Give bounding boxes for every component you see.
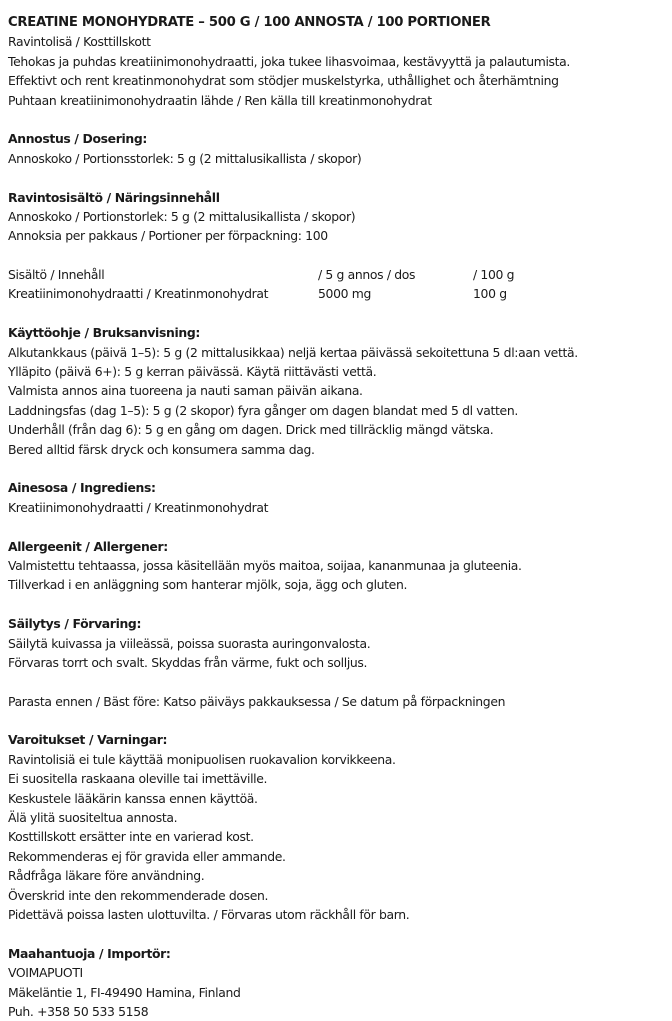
usage-line: Laddningsfas (dag 1–5): 5 g (2 skopor) fyra gånger om dagen blandat med 5 dl vatten.	[8, 402, 518, 418]
intro-line: Tehokas ja puhdas kreatiinimonohydraatti, joka tukee lihasvoimaa, kestävyyttä ja palautumista.	[8, 53, 570, 69]
storage-line: Förvaras torrt och svalt. Skyddas från värme, fukt och solljus.	[8, 654, 368, 670]
warnings-heading: Varoitukset / Varningar:	[8, 732, 168, 748]
warning-line: Keskustele lääkärin kanssa ennen käyttöä.	[8, 790, 258, 806]
usage-line: Valmista annos aina tuoreena ja nauti saman päivän aikana.	[8, 383, 363, 399]
nutrition-table-row	[8, 284, 660, 303]
table-header-cell: Sisältö / Innehåll	[8, 267, 105, 283]
nutrition-line: Annoskoko / Portionstorlek: 5 g (2 mittalusikallista / skopor)	[8, 208, 356, 224]
ingredients-heading: Ainesosa / Ingrediens:	[8, 480, 156, 496]
allergens-heading: Allergeenit / Allergener:	[8, 538, 168, 554]
usage-line: Alkutankkaus (päivä 1–5): 5 g (2 mittalusikkaa) neljä kertaa päivässä sekoitettuna 5 dl:aan vettä.	[8, 344, 578, 360]
usage-line: Ylläpito (päivä 6+): 5 g kerran päivässä. Käytä riittävästi vettä.	[8, 364, 377, 380]
table-header-cell: / 100 g	[473, 267, 515, 283]
dosage-line: Annoskoko / Portionsstorlek: 5 g (2 mittalusikallista / skopor)	[8, 150, 362, 166]
nutrition-table-header	[8, 265, 660, 284]
ingredients-line: Kreatiinimonohydraatti / Kreatinmonohydrat	[8, 499, 269, 515]
spacer	[8, 595, 660, 614]
spacer	[8, 110, 660, 129]
warning-line: Överskrid inte den rekommenderade dosen.	[8, 887, 269, 903]
usage-line: Bered alltid färsk dryck och konsumera samma dag.	[8, 441, 315, 457]
nutrition-line: Annoksia per pakkaus / Portioner per förpackning: 100	[8, 228, 328, 244]
nutrition-heading: Ravintosisältö / Näringsinnehåll	[8, 189, 220, 205]
storage-heading: Säilytys / Förvaring:	[8, 616, 142, 632]
allergens-line: Valmistettu tehtaassa, jossa käsitellään myös maitoa, soijaa, kananmunaa ja gluteenia.	[8, 557, 522, 573]
spacer	[8, 672, 660, 691]
usage-line: Underhåll (från dag 6): 5 g en gång om dagen. Drick med tillräcklig mängd vätska.	[8, 422, 494, 438]
spacer	[8, 711, 660, 730]
warning-line: Kosttillskott ersätter inte en varierad kost.	[8, 829, 254, 845]
spacer	[8, 168, 660, 187]
warning-line: Rådfråga läkare före användning.	[8, 868, 205, 884]
dosage-heading: Annostus / Dosering:	[8, 131, 147, 147]
storage-line: Säilytä kuivassa ja viileässä, poissa suorasta auringonvalosta.	[8, 635, 371, 651]
best-before-line: Parasta ennen / Bäst före: Katso päiväys pakkauksessa / Se datum på förpackningen	[8, 693, 506, 709]
table-cell: Kreatiinimonohydraatti / Kreatinmonohydrat	[8, 286, 269, 302]
importer-address: Mäkeläntie 1, FI-49490 Hamina, Finland	[8, 984, 241, 1000]
importer-phone: Puh. +358 50 533 5158	[8, 1003, 149, 1019]
spacer	[8, 246, 660, 265]
warning-line: Rekommenderas ej för gravida eller ammande.	[8, 848, 286, 864]
usage-heading: Käyttöohje / Bruksanvisning:	[8, 325, 200, 341]
warning-line: Pidettävä poissa lasten ulottuvilta. / Förvaras utom räckhåll för barn.	[8, 906, 410, 922]
spacer	[8, 459, 660, 478]
table-cell: 100 g	[473, 286, 507, 302]
spacer	[8, 924, 660, 943]
intro-line: Ravintolisä / Kosttillskott	[8, 34, 151, 50]
intro-line: Effektivt och rent kreatinmonohydrat som stödjer muskelstyrka, uthållighet och återhämtning	[8, 73, 559, 89]
table-cell: 5000 mg	[318, 286, 371, 302]
allergens-line: Tillverkad i en anläggning som hanterar mjölk, soja, ägg och gluten.	[8, 577, 408, 593]
importer-heading: Maahantuoja / Importör:	[8, 945, 171, 961]
intro-line: Puhtaan kreatiinimonohydraatin lähde / Ren källa till kreatinmonohydrat	[8, 92, 432, 108]
product-title: CREATINE MONOHYDRATE – 500 G / 100 ANNOSTA / 100 PORTIONER	[8, 15, 491, 30]
spacer	[8, 517, 660, 536]
warning-line: Ei suositella raskaana oleville tai imettäville.	[8, 771, 268, 787]
warning-line: Ravintolisiä ei tule käyttää monipuolisen ruokavalion korvikkeena.	[8, 751, 396, 767]
importer-name: VOIMAPUOTI	[8, 965, 83, 981]
spacer	[8, 304, 660, 323]
table-header-cell: / 5 g annos / dos	[318, 267, 416, 283]
warning-line: Älä ylitä suositeltua annosta.	[8, 810, 178, 826]
